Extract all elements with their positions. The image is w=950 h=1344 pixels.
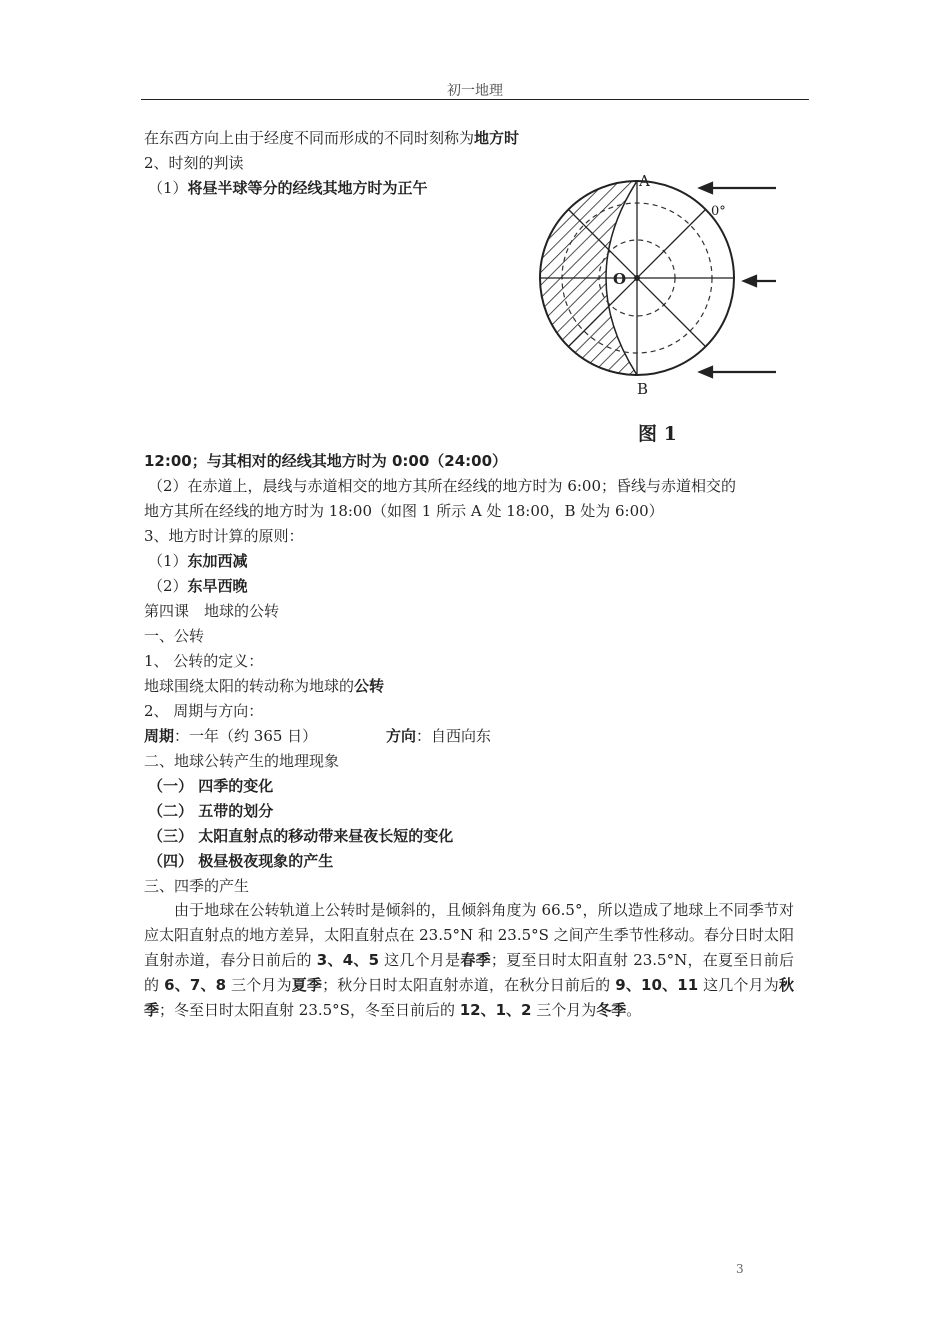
section-heading: 2、时刻的判读 <box>144 154 244 172</box>
page-number: 3 <box>736 1262 744 1276</box>
bold-term: 东加西减 <box>187 552 248 570</box>
section-heading: 2、 周期与方向： <box>144 702 264 720</box>
center-point <box>634 275 640 281</box>
text-line-4: 12:00；与其相对的经线其地方时为 0:00（24:00） <box>144 452 508 470</box>
lesson-title: 第四课 地球的公转 <box>144 602 280 620</box>
text: ；冬至日时太阳直射 23.5°S，冬至日前后的 <box>159 1001 460 1019</box>
bold-term: 东早西晚 <box>187 577 248 595</box>
text-line-1 <box>144 128 519 148</box>
item-number: （1） <box>148 179 188 197</box>
text-line-15-direction <box>386 726 491 746</box>
list-item: （四） 极昼极夜现象的产生 <box>148 852 334 870</box>
text: 由于地球在公转轨道上公转时是倾斜的，且倾斜角度为 66.5°，所以造成了地球上不同季节对应太阳直射点的地方差异，太阳直射点在 23.5°N 和 23.5°S 之间产生季节性移动。春分日时太阳直射赤道，春分日前后的 <box>144 901 794 969</box>
list-item: （三） 太阳直射点的移动带来昼夜长短的变化 <box>148 827 454 845</box>
sunlight-arrow <box>700 183 776 193</box>
section-heading: 一、公转 <box>144 627 205 645</box>
center-o-label: O <box>613 270 627 288</box>
section-heading: 1、 公转的定义： <box>144 652 264 670</box>
seasons-paragraph <box>144 898 794 1023</box>
text: 地球围绕太阳的转动称为地球的 <box>144 677 355 695</box>
sunlight-arrow <box>744 276 776 286</box>
bold-term: 方向 <box>386 727 417 745</box>
text-line-9 <box>148 576 248 596</box>
bold-term: 3、4、5 <box>316 951 380 969</box>
bold-term: 公转 <box>354 677 385 695</box>
text: 。 <box>626 1001 642 1019</box>
item-number: （1） <box>148 552 188 570</box>
text: ：一年（约 365 日） <box>174 727 318 745</box>
section-heading: 3、地方时计算的原则： <box>144 527 304 545</box>
page-header: 初一地理 <box>447 83 503 99</box>
figure-caption: 图 1 <box>638 423 677 445</box>
text: 三个月为 <box>226 976 292 994</box>
figure-1-earth-diagram <box>530 168 790 448</box>
bold-term: 9、10、11 <box>615 976 699 994</box>
text: ；夏至日时太阳直射 23.5°N，在夏至日前后的 <box>144 951 794 994</box>
bold-term: 夏季 <box>291 976 323 994</box>
sunlight-arrow <box>700 367 776 377</box>
text: 这几个月为 <box>698 976 779 994</box>
list-item: （二） 五带的划分 <box>148 802 274 820</box>
text-line-13 <box>144 676 384 696</box>
bold-term: 周期 <box>144 727 175 745</box>
bold-term: 地方时 <box>474 129 520 147</box>
text-line-8 <box>148 551 248 571</box>
text: 这几个月是 <box>379 951 461 969</box>
text-line-5: （2）在赤道上，晨线与赤道相交的地方其所在经线的地方时为 6:00；昏线与赤道相交的 <box>148 477 736 495</box>
header-divider <box>141 99 809 100</box>
section-heading: 三、四季的产生 <box>144 877 250 895</box>
section-heading: 二、地球公转产生的地理现象 <box>144 752 340 770</box>
list-item: （一） 四季的变化 <box>148 777 274 795</box>
text: ：自西向东 <box>416 727 492 745</box>
text-line-15 <box>144 726 317 746</box>
point-a-label: A <box>639 172 650 190</box>
bold-term: 12、1、2 <box>459 1001 532 1019</box>
point-b-label: B <box>637 380 649 398</box>
bold-term: 秋季 <box>144 976 794 1019</box>
bold-term: 6、7、8 <box>164 976 227 994</box>
text: ；秋分日时太阳直射赤道，在秋分日前后的 <box>322 976 616 994</box>
text: 在东西方向上由于经度不同而形成的不同时刻称为 <box>144 129 475 147</box>
bold-term: 冬季 <box>596 1001 627 1019</box>
degree-label: 0° <box>711 204 726 219</box>
text-line-6: 地方其所在经线的地方时为 18:00（如图 1 所示 A 处 18:00，B 处为 6:00） <box>144 502 664 520</box>
text-line-3 <box>148 178 428 198</box>
bold-term: 春季 <box>460 951 491 969</box>
item-number: （2） <box>148 577 188 595</box>
text: 三个月为 <box>531 1001 597 1019</box>
bold-term: 将昼半球等分的经线其地方时为正午 <box>187 179 428 197</box>
